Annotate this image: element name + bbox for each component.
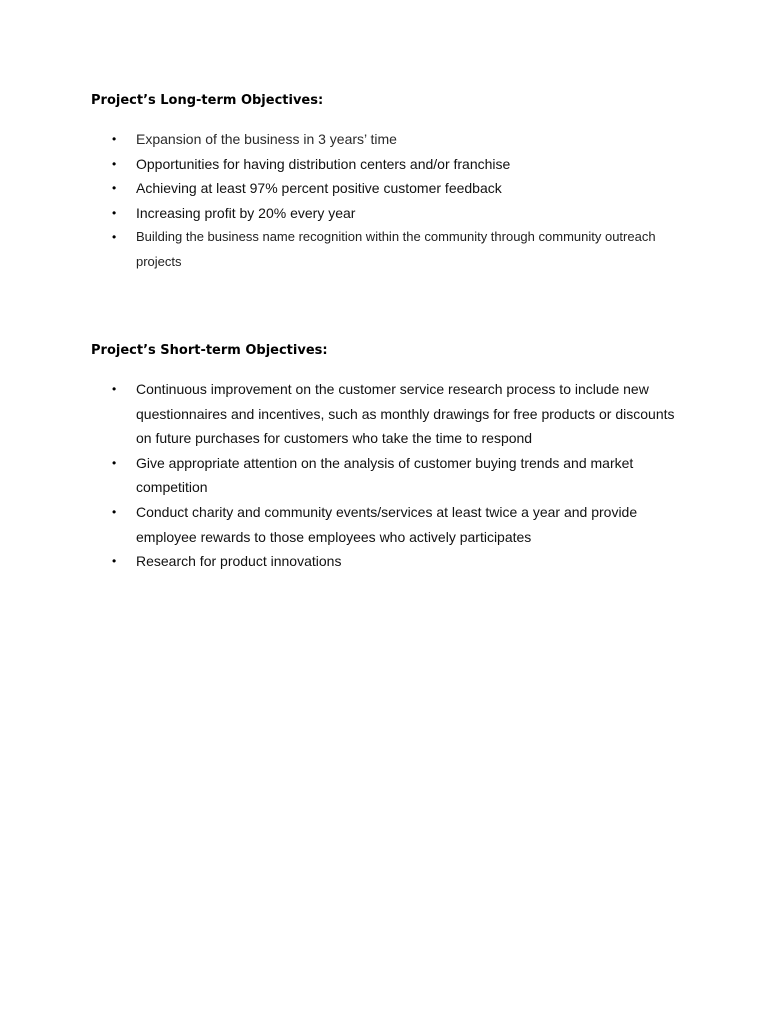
- list-item: [0, 549, 676, 574]
- list-item: [0, 176, 676, 201]
- short-term-objectives-heading: Project’s Short-term Objectives:: [91, 343, 328, 358]
- bullet-icon: •: [112, 230, 117, 245]
- bullet-icon: •: [112, 504, 117, 519]
- long-term-objectives-heading: Project’s Long-term Objectives:: [91, 93, 324, 108]
- list-item-text: Continuous improvement on the customer service research process to include new questionnaires and incentives, such as monthly drawings for free products or discounts on future purchases for customers who take the time to respond: [136, 381, 675, 447]
- bullet-icon: •: [112, 554, 117, 569]
- list-item: [0, 152, 676, 177]
- bullet-icon: •: [112, 205, 117, 220]
- list-item: [0, 377, 676, 451]
- list-item-text: Building the business name recognition within the community through community outreach projects: [136, 229, 656, 269]
- list-item: [0, 225, 676, 274]
- long-term-objectives-list: [0, 127, 676, 275]
- bullet-icon: •: [112, 455, 117, 470]
- list-item-text: Expansion of the business in 3 years’ time: [136, 131, 397, 147]
- list-item: [0, 201, 676, 226]
- list-item-text: Research for product innovations: [136, 553, 342, 570]
- list-item-text: Increasing profit by 20% every year: [136, 204, 356, 221]
- bullet-icon: •: [112, 132, 117, 146]
- list-item: [0, 127, 676, 152]
- list-item-text: Achieving at least 97% percent positive customer feedback: [136, 180, 502, 197]
- list-item: [0, 451, 676, 500]
- short-term-objectives-list: [0, 377, 676, 574]
- list-item-text: Opportunities for having distribution centers and/or franchise: [136, 155, 511, 172]
- bullet-icon: •: [112, 156, 117, 171]
- list-item-text: Conduct charity and community events/services at least twice a year and provide employee rewards to those employees who actively participates: [136, 503, 638, 545]
- list-item-text: Give appropriate attention on the analysis of customer buying trends and market competition: [136, 454, 634, 496]
- bullet-icon: •: [112, 181, 117, 196]
- list-item: [0, 500, 676, 549]
- bullet-icon: •: [112, 382, 117, 396]
